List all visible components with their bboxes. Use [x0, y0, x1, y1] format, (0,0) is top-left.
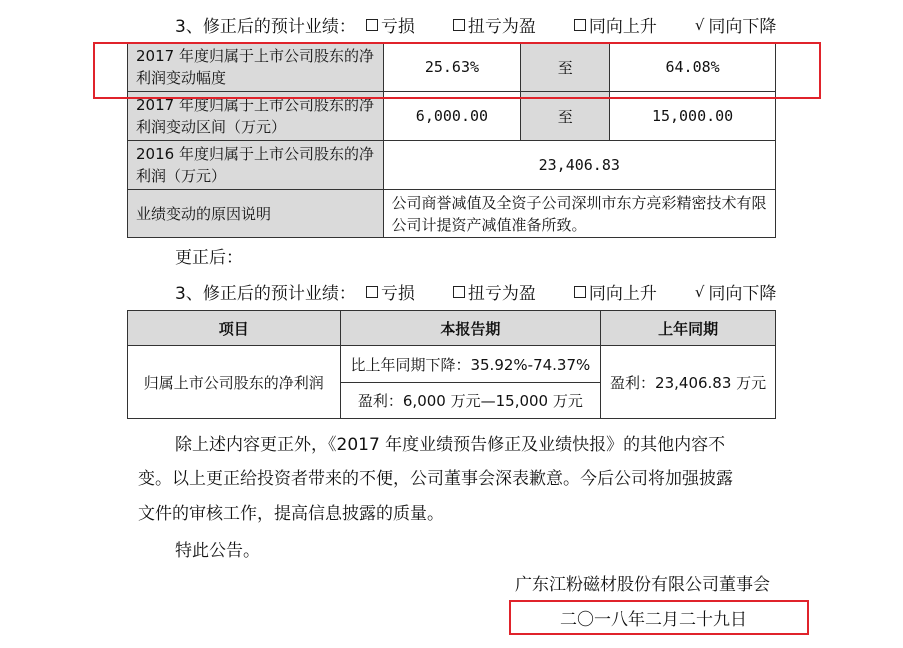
option-turnaround: 扭亏为盈: [453, 12, 536, 37]
checkmark-icon: √: [694, 15, 705, 34]
option-loss: 亏损: [366, 12, 415, 37]
checkbox-empty-icon: [453, 286, 465, 298]
option-increase: 同向上升: [574, 12, 657, 37]
option-loss: 亏损: [366, 279, 415, 304]
current-period-change: 比上年同期下降：35.92%-74.37%: [340, 346, 601, 383]
option-increase: 同向上升: [574, 279, 657, 304]
date: 二〇一八年二月二十九日: [560, 610, 747, 630]
cell-value: 23,406.83: [383, 141, 776, 190]
cell-value: 25.63%: [383, 43, 521, 92]
cell-to: 至: [521, 43, 610, 92]
correction-heading: 更正后：: [175, 248, 243, 268]
paragraph-line: 除上述内容更正外，《2017 年度业绩预告修正及业绩快报》的其他内容不: [175, 435, 726, 455]
checkbox-empty-icon: [574, 19, 586, 31]
option-decrease: √ 同向下降: [694, 15, 777, 37]
forecast-options-prefix: 3、修正后的预计业绩：: [175, 284, 356, 304]
notice-text: 特此公告。: [175, 541, 260, 561]
option-turnaround: 扭亏为盈: [453, 279, 536, 304]
cell-value: 15,000.00: [610, 92, 776, 141]
checkmark-icon: √: [694, 282, 705, 301]
table-row: [128, 190, 776, 238]
table-row: [128, 346, 776, 383]
paragraph-line: 文件的审核工作，提高信息披露的质量。: [138, 504, 444, 524]
row-label: 业绩变动的原因说明: [128, 190, 384, 238]
forecast-options-after: [175, 279, 776, 304]
current-period-range: 盈利：6,000 万元—15,000 万元: [340, 383, 601, 419]
cell-value: 公司商誉减值及全资子公司深圳市东方亮彩精密技术有限公司计提资产减值准备所致。: [383, 190, 776, 238]
option-decrease: √ 同向下降: [694, 282, 777, 304]
item-label: 归属上市公司股东的净利润: [128, 346, 341, 419]
checkbox-empty-icon: [366, 19, 378, 31]
forecast-options-prefix: 3、修正后的预计业绩：: [175, 17, 356, 37]
paragraph-line: 变。以上更正给投资者带来的不便，公司董事会深表歉意。今后公司将加强披露: [138, 469, 733, 489]
signature: 广东江粉磁材股份有限公司董事会: [515, 575, 770, 595]
row-label: 2017 年度归属于上市公司股东的净利润变动区间（万元）: [128, 92, 384, 141]
row-label: 2016 年度归属于上市公司股东的净利润（万元）: [128, 141, 384, 190]
column-header: 项目: [128, 311, 341, 346]
column-header: 本报告期: [340, 311, 601, 346]
table-header-row: [128, 311, 776, 346]
checkbox-empty-icon: [366, 286, 378, 298]
table-row: [128, 141, 776, 190]
cell-value: 6,000.00: [383, 92, 521, 141]
highlight-box: [93, 42, 821, 99]
row-label: 2017 年度归属于上市公司股东的净利润变动幅度: [128, 43, 384, 92]
checkbox-empty-icon: [574, 286, 586, 298]
cell-to: 至: [521, 92, 610, 141]
forecast-table-after: [127, 310, 776, 419]
highlight-box: [509, 600, 809, 635]
cell-value: 64.08%: [610, 43, 776, 92]
forecast-options-before: [175, 12, 776, 37]
column-header: 上年同期: [601, 311, 776, 346]
checkbox-empty-icon: [453, 19, 465, 31]
previous-period-value: 盈利：23,406.83 万元: [601, 346, 776, 419]
